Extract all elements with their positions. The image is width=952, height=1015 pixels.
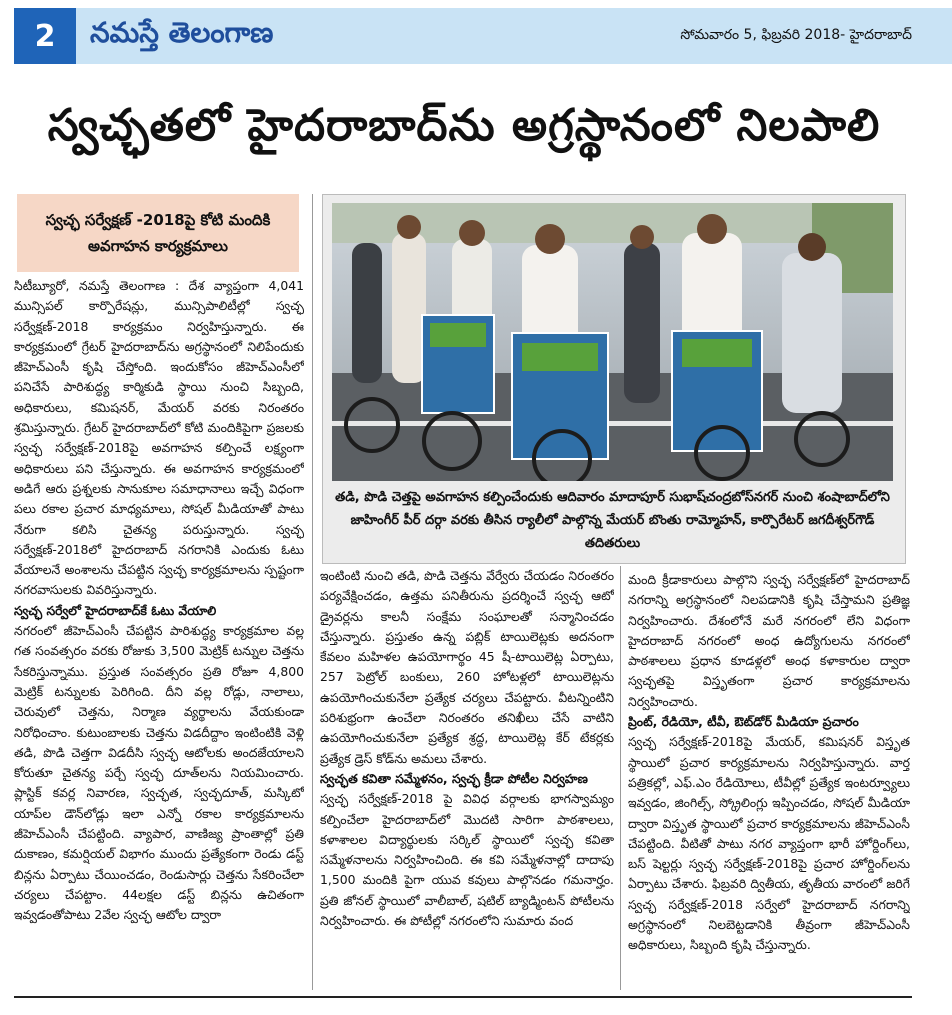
article-column-3 bbox=[628, 570, 910, 984]
newspaper-name: నమస్తే తెలంగాణ bbox=[90, 16, 274, 49]
subheading: స్వచ్ఛ సర్వేక్షణ్ -2018పై కోటి మందికి అవగాహన కార్యక్రమాలు bbox=[45, 211, 271, 255]
column2-subhead: స్వచ్ఛత కవితా సమ్మేళనం, స్వచ్ఛ క్రీడా పోటీల నిర్వహణ bbox=[320, 770, 588, 786]
column2-paragraph-1: ఇంటింటి నుంచి తడి, పొడి చెత్తను వేర్వేరు చేయడం నిరంతరం పర్యవేక్షించడం, ఉత్తమ పనితీరును ప్రదర్శించే స్వచ్ఛ ఆటో డ్రైవర్లను కాలనీ సంక్షేమ సంఘాలతో సన్మానించడం చేస్తున్నారు. ప్రస్తుతం ఉన్న పబ్లిక్ టాయిలెట్లకు అదనంగా కేవలం మహిళల ఉపయోగార్థం 45 షీ-టాయిలెట్ల ఏర్పాటు, 257 పెట్రోల్ బంకులు, 260 హోటళ్లలో టాయిలెట్లను ఉపయోగించుకునేలా ప్రత్యేక చర్యలు చేపట్టారు. వీటన్నింటిని పరిశుభ్రంగా ఉంచేలా నిరంతరం తనిఖీలు చేసే వాటిని ఉపయోగించుకునేలా ప్రత్యేక శ్రద్ధ, టాయిలెట్ల కేర్ టేకర్లకు ప్రత్యేక డ్రెస్ కోడ్‌ను అమలు చేశారు. bbox=[320, 568, 614, 766]
article-column-2 bbox=[320, 566, 614, 984]
dateline: సోమవారం 5, ఫిబ్రవరి 2018- హైదరాబాద్ bbox=[680, 26, 912, 43]
column1-subhead: స్వచ్ఛ సర్వేలో హైదరాబాద్‌కే ఓటు వేయాలి bbox=[14, 602, 217, 618]
column1-paragraph-1: సిటీబ్యూరో, నమస్తే తెలంగాణ : దేశ వ్యాప్తంగా 4,041 మున్సిపల్ కార్పొరేషన్లు, మున్సిపాలిటీల్లో స్వచ్ఛ సర్వేక్షణ్-2018 కార్యక్రమం నిర్వహిస్తున్నారు. ఈ కార్యక్రమంలో గ్రేటర్ హైదరాబాద్‌ను అగ్రస్థానంలో నిలిపేందుకు జీహెచ్‌ఎంసీ కృషి చేస్తోంది. ఇందుకోసం జీహెచ్‌ఎంసీలో పనిచేసే పారిశుద్ధ్య కార్మికుడి స్థాయి నుంచి సిబ్బంది, అధికారులు, కమిషనర్, మేయర్ వరకు నిరంతరం శ్రమిస్తున్నారు. గ్రేటర్ హైదరాబాద్‌లో కోటి మందికిపైగా ప్రజలకు స్వచ్ఛ సర్వేక్షణ్-2018పై అవగాహన కల్పించే లక్ష్యంగా అధికారులు పని చేస్తున్నారు. ఈ అవగాహన కార్యక్రమంలో అడిగే ఆరు ప్రశ్నలకు సానుకూల సమాధానాలు ఇచ్చే విధంగా పలు రకాల ప్రచార మాధ్యమాలు, సోషల్ మీడియాతో పాటు నేరుగా కలిసి చైతన్య పరుస్తున్నారు. స్వచ్ఛ సర్వేక్షణ్-2018లో హైదరాబాద్ నగరానికి ఎందుకు ఓటు వేయాలనే అంశాలను చేపట్టిన స్వచ్ఛ కార్యక్రమాలను స్పష్టంగా నగరవాసులకు వివరిస్తున్నారు. bbox=[14, 278, 304, 598]
masthead bbox=[14, 8, 952, 64]
subheading-box bbox=[17, 194, 299, 272]
photo-caption: తడి, పొడి చెత్తపై అవగాహన కల్పించేందుకు ఆదివారం మాదాపూర్ సుభాష్‌చంద్రబోస్‌నగర్ నుంచి శంషాబాద్‌లోని జాహింగీర్ పీర్ దర్గా వరకు తీసిన ర్యాలీలో పాల్గొన్న మేయర్ బొంతు రామ్మోహన్, కార్పొరేటర్ జగదీశ్వర్‌గౌడ్ తదితరులు bbox=[335, 490, 890, 551]
headline: స్వచ్ఛతలో హైదరాబాద్‌ను అగ్రస్థానంలో నిలపాలి bbox=[47, 100, 881, 151]
column2-paragraph-2: స్వచ్ఛ సర్వేక్షణ్-2018 పై వివిధ వర్గాలకు భాగస్వామ్యం కల్పించేలా హైదరాబాద్‌లో మొదటి సారిగా పాఠశాలలు, కళాశాలల విద్యార్థులకు సర్కిల్ స్థాయిలో స్వచ్ఛ కవితా సమ్మేళనాలను నిర్వహించింది. ఈ కవి సమ్మేళనాల్లో దాదాపు 1,500 మందికి పైగా యువ కవులు పాల్గొనడం గమనార్హం. ప్రతి జోనల్ స్థాయిలో వాలీబాల్, షటిల్ బ్యాడ్మింటన్ పోటీలను నిర్వహించారు. ఈ పోటీల్లో నగరంలోని సుమారు వంద bbox=[320, 791, 614, 929]
column3-paragraph-1: మంది క్రీడాకారులు పాల్గొని స్వచ్ఛ సర్వేక్షణ్‌లో హైదరాబాద్ నగరాన్ని అగ్రస్థానంలో నిలపడానికి కృషి చేస్తామని ప్రతిజ్ఞ నిర్వహించారు. దేశంలోనే మరే నగరంలో లేని విధంగా హైదరాబాద్ నగరంలో అంధ ఉద్యోగులను నగరంలో పాఠశాలలు ప్రధాన కూడళ్లలో అంధ కళాకారుల ద్వారా స్వచ్ఛతపై విస్తృతంగా ప్రచార కార్యక్రమాలను నిర్వహించారు. bbox=[628, 572, 910, 709]
column1-paragraph-2: నగరంలో జీహెచ్‌ఎంసీ చేపట్టిన పారిశుద్ధ్య కార్యక్రమాల వల్ల గత సంవత్సరం వరకు రోజుకు 3,500 మెట్రిక్ టన్నుల చెత్తను సేకరిస్తున్నాము. ప్రస్తుత సంవత్సరం ప్రతి రోజూ 4,800 మెట్రిక్ టన్నులకు పెరిగింది. దీని వల్ల రోడ్లు, నాలాలు, చెరువులో చెత్తను, నిర్మాణ వ్యర్థాలను వేయకుండా నిరోధించాం. కుటుంబాలకు చెత్తను విడదీద్దాం ఇంటింటికి వెళ్లి తడి, పొడి చెత్తగా విడదీసి స్వచ్ఛ ఆటోలకు అందజేయాలని కోరుతూ చైతన్య పర్చే స్వచ్ఛ దూత్‌లను నియమించారు. ప్లాస్టిక్ కవర్ల నివారణ, స్వచ్ఛత, స్వచ్ఛదూత్, మస్కిటో యాప్‌ల డౌన్‌లోడ్లు ఇలా ఎన్నో రకాల కార్యక్రమాలను జీహెచ్‌ఎంసీ చేపట్టింది. వ్యాపార, వాణిజ్య ప్రాంతాల్లో ప్రతి దుకాణం, కమర్షియల్ విభాగం ముందు ప్రత్యేకంగా రెండు డస్ట్ బిన్లను ఏర్పాటు చేయించడం, రెండుసార్లు చెత్తను సేకరించేలా చర్యలు చేపట్టాం. 44లక్షల డస్ట్ బిన్లను ఉచితంగా ఇవ్వడంతోపాటు 2వేల స్వచ్ఛ ఆటోల ద్వారా bbox=[14, 623, 304, 923]
column3-subhead: ప్రింట్, రేడియో, టీవీ, ఔట్‌డోర్ మీడియా ప్రచారం bbox=[628, 714, 859, 730]
article-column-1 bbox=[14, 276, 304, 988]
column3-paragraph-2: స్వచ్ఛ సర్వేక్షణ్-2018పై మేయర్, కమిషనర్ విస్తృత స్థాయిలో ప్రచార కార్యక్రమాలను నిర్వహిస్తున్నారు. వార్త పత్రికల్లో, ఎఫ్.ఎం రేడియోలు, టీవీల్లో ప్రత్యేక ఇంటర్వ్యూలు ఇవ్వడం, జింగిల్స్, స్క్రోలింగ్లు ఇప్పించడం, సోషల్ మీడియా ద్వారా విస్తృత స్థాయిలో ప్రచార కార్యక్రమాలను జీహెచ్‌ఎంసీ చేపట్టింది. వీటితో పాటు నగర వ్యాప్తంగా భారీ హోర్డింగ్‌లు, బస్ షెల్టర్లు స్వచ్ఛ సర్వేక్షణ్-2018పై ప్రచార హోర్డింగ్‌లను ఏర్పాటు చేశారు. ఫిబ్రవరి ద్వితీయ, తృతీయ వారంలో జరిగే స్వచ్ఛ సర్వేక్షణ్-2018 సర్వేలో హైదరాబాద్ నగరాన్ని అగ్రస్థానంలో నిలబెట్టడానికి తీవ్రంగా జీహెచ్‌ఎంసీ అధికారులు, సిబ్బంది కృషి చేస్తున్నారు. bbox=[628, 734, 910, 953]
column-divider bbox=[620, 566, 621, 990]
page-number: 2 bbox=[14, 8, 76, 64]
column-divider bbox=[312, 194, 313, 990]
bottom-rule bbox=[14, 996, 912, 998]
rally-photo bbox=[332, 203, 893, 481]
